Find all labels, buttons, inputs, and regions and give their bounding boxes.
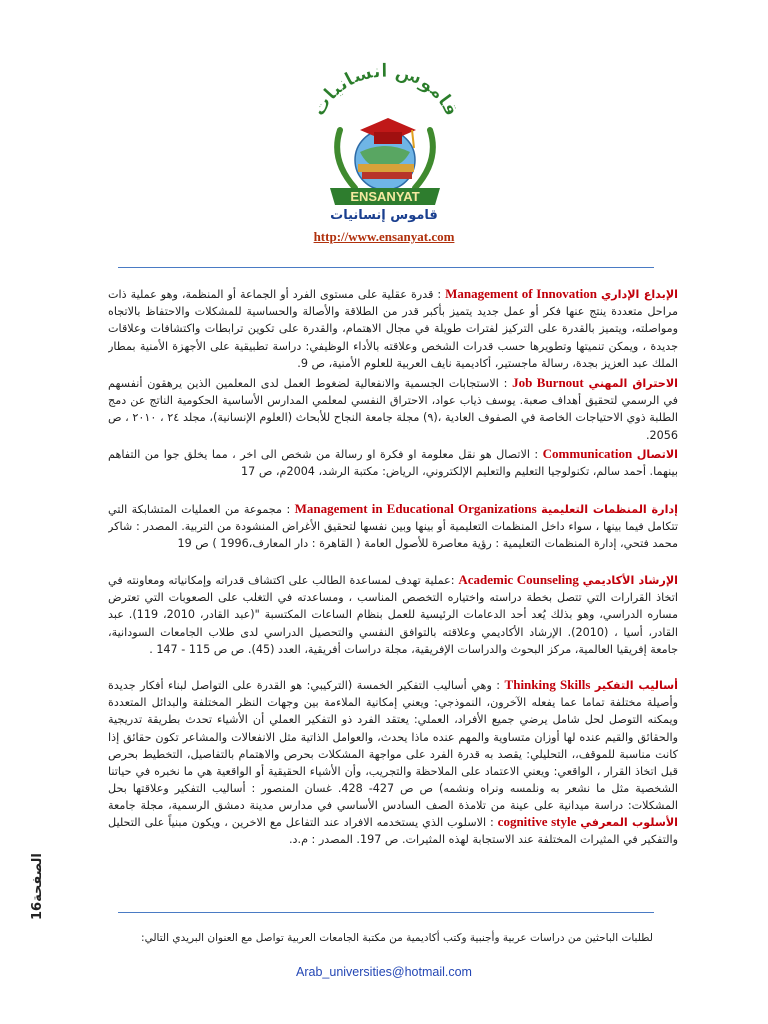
entry-term-en: Communication: [542, 446, 633, 461]
glossary-entry: [108, 571, 678, 673]
entry-term-en: Management of Innovation: [445, 286, 597, 301]
entry-term-en: Job Burnout: [512, 375, 584, 390]
footer-email-link[interactable]: Arab_universities@hotmail.com: [296, 965, 472, 979]
logo-emblem-icon: [290, 60, 480, 210]
site-logo: [290, 60, 480, 210]
entry-term-en: Thinking Skills: [504, 677, 591, 692]
entry-term-ar: الإرشاد الأكاديمي: [582, 574, 678, 587]
footer-note: لطلبات الباحثين من دراسات عربية وأجنبية وكتب أكاديمية من مكتبة الجامعات العربية تواصل مع العنوان البريدي التالي:: [141, 932, 653, 944]
entry-term-ar: الإبداع الإداري: [600, 288, 678, 301]
entry-definition: : مجموعة من العمليات المتشابكة التي تتكامل فيما بينها ، سواء داخل المنظمات التعليمية أو بينها وبين نفسها لتحقيق الأغراض المنشودة من التربية. المصدر : شاكر محمد فتحي، إدارة المنظمات التعليمية : رؤية معاصرة للأصول العامة ( القاهرة : دار المعارف،1996 ) ص 19: [108, 503, 678, 551]
entry-definition: : الاستجابات الجسمية والانفعالية لضغوط العمل لدى المعلمين الذين يرهقون أنفسهم في الرسمي لتحقيق أهداف صعبة. يوسف ذياب عواد، الاحتراق النفسي لمعلمي المدارس الأساسية الحكومية الناتج عن دمج الطلبة ذوي الاحتياجات الخاصة في الصفوف العادية ،(٩) مجلة جامعة النجاح للأبحاث (العلوم الإنسانية)، مجلد ٢٤ ، ٢٠١٠ ، ص 2056.: [108, 377, 678, 442]
entry-term-ar: إدارة المنظمات التعليمية: [541, 503, 678, 516]
logo-arc-text: قاموس انسانيات: [307, 60, 463, 120]
entry-term-en: Management in Educational Organizations: [294, 501, 537, 516]
top-divider: [118, 267, 654, 268]
page-number: الصفحة16: [30, 853, 45, 921]
entry-definition: : قدرة عقلية على مستوى الفرد أو الجماعة أو المنظمة، وهو عملية ذات مراحل متعددة ينتج عنها فكر أو عمل جديد يتميز بأكبر قدر من الطلاقة والأصالة والحساسية للمشكلات والاحتفاظ بالاتجاه ومواصلته، ويتميز بالقدرة على التركيز لفترات طويلة في مجال الاهتمام، والقدرة على تكوين ترابطات واكتشافات وعلاقات جديدة ، ويمكن تنميتها وتطويرها حسب قدرات الشخص وعلاقته بالأداء الوظيفي: دراسة تطبيقية على الأجهزة الأمنية بمطار الملك عبد العزيز بجدة، رسالة ماجستير، أكاديمية نايف العربية للعلوم الأمنية، ص 9.: [108, 288, 678, 370]
svg-text:قاموس انسانيات: [307, 60, 462, 120]
glossary-entry: [108, 813, 678, 849]
logo-banner-text: ENSANYAT: [350, 189, 420, 204]
entry-definition: : الاتصال هو نقل معلومة او فكرة او رسالة من شخص الى اخر ، مما يخلق جوا من التفاهم بينهما. أحمد سالم، تكنولوجيا التعليم والتعليم الإلكتروني، الرياض: مكتبة الرشد، 2004م، ص 17: [108, 448, 678, 479]
entry-term-ar: الأسلوب المعرفي: [580, 816, 678, 829]
entry-definition: :عملية تهدف لمساعدة الطالب على اكتشاف قدراته وإمكانياته ومعاونته في اتخاذ القرارات التي تتصل بخطة دراسته واختياره التخصص المناسب ، ومساعدته في التغلب على الصعوبات التي تعترض مساره الدراسي، وهو بذلك يُعد أحد الدعامات الرئيسية للعمل بنظام الساعات المكتسبة "(عبد القادر، 2010، 119). عبد القادر، أسيا ، (2010). الإرشاد الأكاديمي وعلاقته بالتوافق النفسي والتحصيل الدراسي لدى طلاب الجامعات السودانية، جامعة إفريقيا العالمية، مركز البحوث والدراسات الإفريقية، مجلة دراسات أفريقية، العدد (45). ص ص 115 - 147 .: [108, 574, 678, 656]
glossary-entry: [108, 445, 678, 497]
glossary-entry: [108, 374, 678, 443]
glossary-entry: [108, 500, 678, 568]
entry-definition: : وهي أساليب التفكير الخمسة (التركيبي: هو القدرة على التواصل لبناء أفكار جديدة وأصيلة مختلفة تماما عما يفعله الآخرون، النموذجي: ويعني إمكانية الملاءمة بين وجهات النظر المختلفة والبدائل المتعددة ويمكنه التوصل لحل شامل يرضي جميع الأفراد، العملي: يعتقد الفرد ذو التفكير العملي أن الأشياء تحدث بطريقة تدريجية والحقائق والقيم عنده لها أوزان متساوية والمهم عنده ماذا يحدث، والعوامل الذاتية مثل الانفعالات والمشاعر تكون حقائق إذا كانت مناسبة للموقف،، التحليلي: يقصد به قدرة الفرد على مواجهة المشكلات بحرص والاهتمام بالتفاصيل، التخطيط بحرص قبل اتخاذ القرار ، الواقعي: ويعني الاعتماد على الملاحظة والتجريب، وأن الأشياء الحقيقية أو الواقعية هي ما نخبره في حياتنا الشخصية مثل ما نشعر به ونلمسه ونراه ونشمه) ص ص 427- 428. غسان المنصور : أساليب التفكير وعلاقتها بحل المشكلات: دراسة ميدانية على عينة من تلامذة الصف السادس الأساسي في مدارس مدينة دمشق الرسمية، مجلة جامعة: [108, 679, 678, 812]
entry-term-ar: الاتصال: [636, 448, 678, 461]
entry-term-en: Academic Counseling: [458, 572, 579, 587]
glossary-entry: [108, 676, 678, 812]
entry-definition: : الاسلوب الذي يستخدمه الافراد عند التفاعل مع الاخرين ، ويكون مبنياً على التحليل والتفكير في المثيرات المختلفة عند الاستجابة لهذه المثيرات. ص 197. المصدر : م.د.: [108, 816, 678, 847]
site-name: قاموس إنسانيات: [330, 208, 438, 223]
entry-term-ar: أساليب التفكير: [594, 679, 678, 692]
bottom-divider: [118, 912, 654, 913]
glossary-entries: [108, 285, 678, 849]
glossary-entry: [108, 285, 678, 370]
entry-term-en: cognitive style: [497, 814, 577, 829]
entry-term-ar: الاحتراق المهني: [588, 377, 678, 390]
site-url-link[interactable]: http://www.ensanyat.com: [313, 229, 455, 244]
